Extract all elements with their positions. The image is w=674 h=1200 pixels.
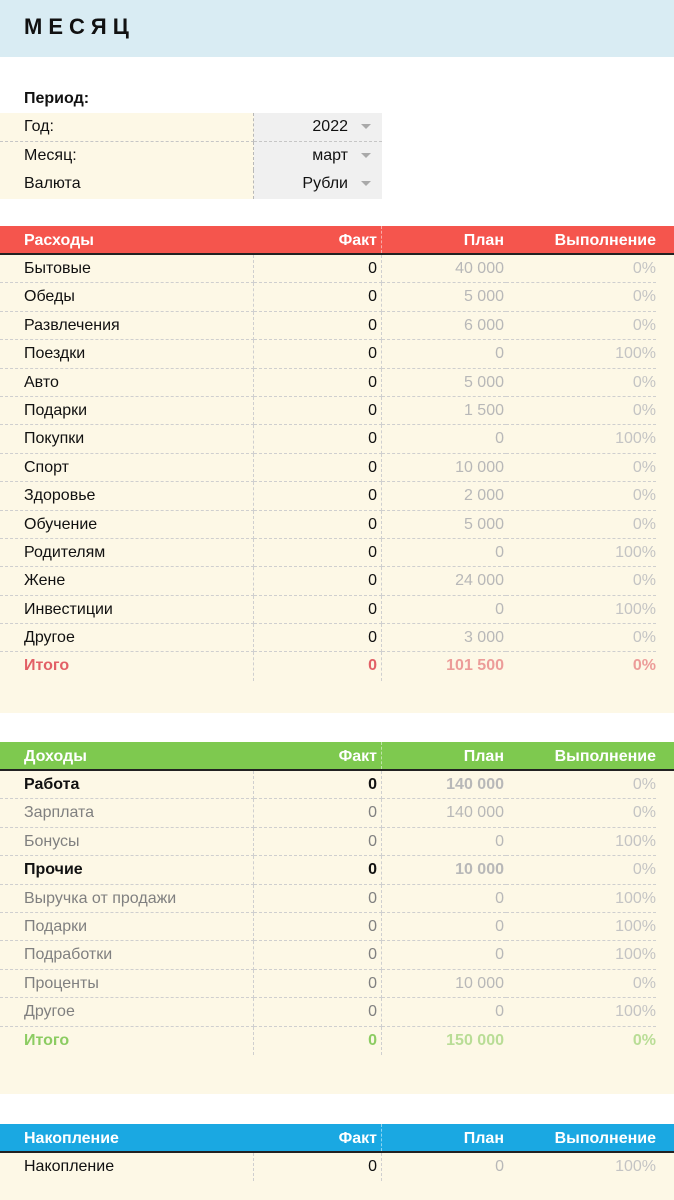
plan-cell[interactable]: 0	[495, 1158, 504, 1175]
fact-cell[interactable]: 0	[254, 397, 382, 425]
fact-cell[interactable]: 0	[254, 255, 382, 283]
plan-cell[interactable]: 0	[382, 425, 506, 453]
table-row	[0, 885, 674, 913]
fact-cell[interactable]: 0	[254, 799, 382, 827]
income-header	[0, 742, 674, 771]
fact-cell[interactable]: 0	[254, 454, 382, 482]
completion-cell: 0%	[632, 657, 656, 675]
savings-table	[0, 1124, 674, 1200]
category-cell: Бытовые	[0, 255, 254, 283]
table-row	[0, 1153, 674, 1181]
fact-cell[interactable]: 0	[254, 1027, 382, 1055]
table-row	[0, 567, 674, 595]
table-row	[0, 799, 674, 827]
period-label: Период:	[24, 90, 90, 107]
table-row	[0, 970, 674, 998]
category-cell: Спорт	[0, 454, 254, 482]
table-row	[0, 941, 674, 969]
currency-select[interactable]	[254, 170, 382, 199]
plan-cell[interactable]: 1 500	[382, 397, 506, 425]
month-select[interactable]	[254, 142, 382, 171]
fact-cell[interactable]: 0	[254, 828, 382, 856]
year-select[interactable]	[254, 113, 382, 142]
completion-cell: 0%	[506, 482, 656, 510]
table-row	[0, 454, 674, 482]
completion-cell: 0%	[506, 397, 656, 425]
category-cell: Подарки	[0, 913, 254, 941]
fact-cell[interactable]: 0	[254, 998, 382, 1026]
table-row	[0, 425, 674, 453]
table-row	[0, 828, 674, 856]
category-cell: Родителям	[0, 539, 254, 567]
category-cell: Обучение	[0, 511, 254, 539]
plan-cell[interactable]: 0	[382, 539, 506, 567]
fact-cell[interactable]: 0	[254, 567, 382, 595]
col-fact: Факт	[254, 742, 382, 769]
plan-cell[interactable]: 0	[382, 340, 506, 368]
fact-cell[interactable]: 0	[254, 482, 382, 510]
completion-cell: 0%	[506, 511, 656, 539]
period-currency-row	[0, 170, 382, 199]
plan-cell[interactable]: 0	[382, 828, 506, 856]
category-cell: Здоровье	[0, 482, 254, 510]
plan-cell[interactable]: 0	[382, 998, 506, 1026]
total-row	[0, 1027, 674, 1055]
category-cell: Подработки	[0, 941, 254, 969]
completion-cell: 0%	[506, 970, 656, 998]
period-settings	[0, 113, 382, 199]
fact-cell[interactable]: 0	[254, 970, 382, 998]
income-table	[0, 742, 674, 1094]
category-cell: Накопление	[0, 1153, 254, 1181]
plan-cell[interactable]: 5 000	[382, 283, 506, 311]
table-row	[0, 312, 674, 340]
period-month-row	[0, 142, 382, 171]
plan-cell[interactable]: 150 000	[446, 1031, 504, 1049]
plan-cell[interactable]: 5 000	[382, 511, 506, 539]
table-row	[0, 255, 674, 283]
category-cell: Жене	[0, 567, 254, 595]
expenses-table	[0, 226, 674, 713]
table-row	[0, 913, 674, 941]
category-cell: Подарки	[0, 397, 254, 425]
plan-cell[interactable]: 0	[382, 913, 506, 941]
category-cell: Другое	[0, 998, 254, 1026]
category-cell: Зарплата	[0, 799, 254, 827]
dropdown-arrow-icon[interactable]	[361, 153, 371, 158]
expenses-header	[0, 226, 674, 255]
col-category: Накопление	[24, 1130, 119, 1147]
title-bar	[0, 0, 674, 57]
plan-cell[interactable]: 5 000	[382, 369, 506, 397]
col-fact: Факт	[254, 1124, 382, 1151]
category-cell: Другое	[0, 624, 254, 652]
table-row	[0, 283, 674, 311]
col-completion: Выполнение	[554, 748, 656, 765]
completion-cell: 0%	[506, 799, 656, 827]
col-category: Расходы	[24, 232, 94, 249]
completion-cell: 100%	[506, 425, 656, 453]
completion-cell: 0%	[506, 771, 656, 799]
fact-cell[interactable]: 0	[254, 283, 382, 311]
completion-cell: 100%	[506, 885, 656, 913]
fact-cell[interactable]: 0	[254, 913, 382, 941]
dropdown-arrow-icon[interactable]	[361, 124, 371, 129]
col-completion: Выполнение	[554, 232, 656, 249]
plan-cell[interactable]: 10 000	[382, 970, 506, 998]
category-cell: Бонусы	[0, 828, 254, 856]
completion-cell: 0%	[506, 255, 656, 283]
plan-cell[interactable]: 140 000	[382, 799, 506, 827]
category-cell: Итого	[0, 1027, 254, 1055]
completion-cell: 100%	[506, 596, 656, 624]
table-row	[0, 340, 674, 368]
table-row	[0, 998, 674, 1026]
table-row	[0, 624, 674, 652]
completion-cell: 0%	[506, 312, 656, 340]
category-cell: Проценты	[0, 970, 254, 998]
table-row	[0, 511, 674, 539]
fact-cell[interactable]: 0	[254, 624, 382, 652]
completion-cell: 0%	[506, 369, 656, 397]
month-value: март	[312, 146, 348, 164]
plan-cell[interactable]: 101 500	[446, 657, 504, 675]
col-plan: План	[463, 232, 504, 249]
category-cell: Прочие	[0, 856, 254, 884]
category-cell: Авто	[0, 369, 254, 397]
plan-cell[interactable]: 40 000	[382, 255, 506, 283]
category-cell: Работа	[0, 771, 254, 799]
col-completion: Выполнение	[554, 1130, 656, 1147]
plan-cell[interactable]: 140 000	[382, 771, 506, 799]
completion-cell: 100%	[506, 340, 656, 368]
completion-cell: 0%	[632, 1031, 656, 1049]
completion-cell: 100%	[506, 941, 656, 969]
fact-cell[interactable]: 0	[254, 340, 382, 368]
completion-cell: 0%	[506, 283, 656, 311]
fact-cell[interactable]: 0	[254, 941, 382, 969]
col-category: Доходы	[24, 748, 87, 765]
fact-cell[interactable]: 0	[254, 885, 382, 913]
plan-cell[interactable]: 0	[382, 885, 506, 913]
table-row	[0, 482, 674, 510]
year-label: Год:	[0, 113, 254, 142]
category-cell: Покупки	[0, 425, 254, 453]
plan-cell[interactable]: 0	[382, 941, 506, 969]
fact-cell[interactable]: 0	[254, 1153, 382, 1181]
plan-cell[interactable]: 10 000	[382, 856, 506, 884]
plan-cell[interactable]: 3 000	[382, 624, 506, 652]
table-row	[0, 397, 674, 425]
currency-value: Рубли	[302, 175, 348, 192]
fact-cell[interactable]: 0	[254, 511, 382, 539]
table-row	[0, 369, 674, 397]
fact-cell[interactable]: 0	[254, 596, 382, 624]
category-cell: Выручка от продажи	[0, 885, 254, 913]
completion-cell: 100%	[506, 539, 656, 567]
category-cell: Инвестиции	[0, 596, 254, 624]
plan-cell[interactable]: 0	[382, 596, 506, 624]
fact-cell[interactable]: 0	[254, 425, 382, 453]
savings-header	[0, 1124, 674, 1153]
plan-cell[interactable]: 24 000	[382, 567, 506, 595]
table-row	[0, 596, 674, 624]
month-label: Месяц:	[0, 142, 254, 171]
col-plan: План	[463, 748, 504, 765]
fact-cell[interactable]: 0	[254, 369, 382, 397]
completion-cell: 100%	[506, 828, 656, 856]
currency-label: Валюта	[0, 170, 254, 199]
table-row	[0, 539, 674, 567]
category-cell: Обеды	[0, 283, 254, 311]
plan-cell[interactable]: 2 000	[382, 482, 506, 510]
total-row	[0, 652, 674, 680]
completion-cell: 100%	[615, 1158, 656, 1175]
year-value: 2022	[312, 118, 348, 135]
completion-cell: 100%	[506, 998, 656, 1026]
period-year-row	[0, 113, 382, 142]
dropdown-arrow-icon[interactable]	[361, 181, 371, 186]
completion-cell: 0%	[506, 624, 656, 652]
page-title: МЕСЯЦ	[24, 14, 135, 39]
plan-cell[interactable]: 6 000	[382, 312, 506, 340]
category-cell: Развлечения	[0, 312, 254, 340]
completion-cell: 0%	[506, 567, 656, 595]
fact-cell[interactable]: 0	[254, 539, 382, 567]
table-row	[0, 856, 674, 884]
fact-cell[interactable]: 0	[254, 771, 382, 799]
category-cell: Поездки	[0, 340, 254, 368]
plan-cell[interactable]: 10 000	[382, 454, 506, 482]
completion-cell: 100%	[506, 913, 656, 941]
table-row	[0, 771, 674, 799]
completion-cell: 0%	[506, 454, 656, 482]
completion-cell: 0%	[506, 856, 656, 884]
category-cell: Итого	[0, 652, 254, 680]
col-fact: Факт	[254, 226, 382, 253]
fact-cell[interactable]: 0	[254, 652, 382, 680]
fact-cell[interactable]: 0	[254, 856, 382, 884]
col-plan: План	[463, 1130, 504, 1147]
fact-cell[interactable]: 0	[254, 312, 382, 340]
